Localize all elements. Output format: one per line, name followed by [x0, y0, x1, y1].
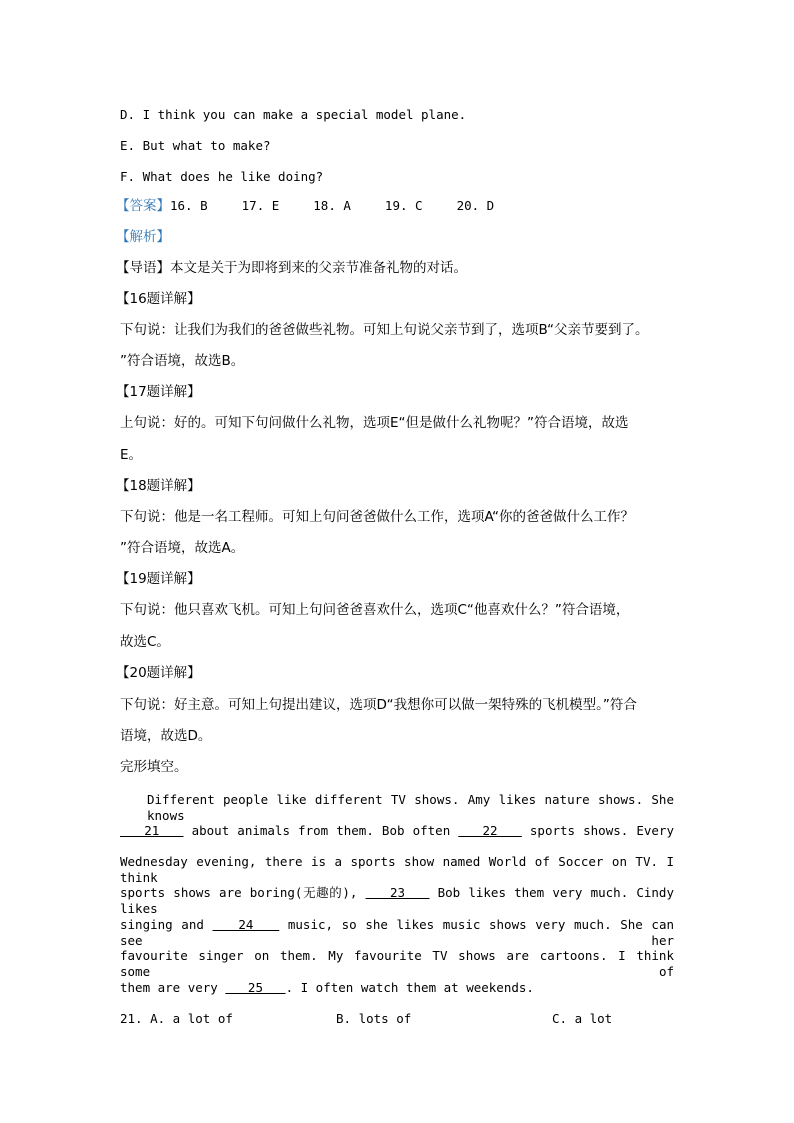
intro-text: 本文是关于为即将到来的父亲节准备礼物的对话。 [170, 260, 467, 276]
question-number: 21. [120, 1011, 143, 1026]
answer-item: 17. E [241, 198, 280, 213]
detail-heading: 【17题详解】 [116, 384, 201, 400]
passage-line: Wednesday evening, there is a sports show named World of Soccer on TV. I think [120, 854, 674, 885]
blank-25: 25 [225, 980, 286, 995]
detail-text: 故选C。 [120, 634, 170, 650]
passage-text: about animals from them. Bob often [183, 823, 459, 838]
detail-heading: 【19题详解】 [116, 571, 201, 587]
passage-text: them are very [120, 980, 226, 995]
detail-text: ”符合语境，故选A。 [120, 540, 245, 556]
blank-21: 21 [120, 823, 184, 838]
passage-text: singing and [120, 917, 213, 932]
detail-text: 上句说：好的。可知下句问做什么礼物，选项E“但是做什么礼物呢？”符合语境，故选 [120, 415, 629, 431]
passage-line [120, 917, 674, 949]
detail-heading: 【16题详解】 [116, 291, 201, 307]
option-e: E. But what to make? [120, 138, 271, 153]
analysis-label: 【解析】 [116, 229, 170, 245]
question-21 [120, 1011, 674, 1027]
choice-a: A. a lot of [150, 1011, 233, 1026]
passage-text: sports shows. Every [521, 823, 674, 838]
passage-text: music, so she likes music shows very much. She can see her [120, 917, 674, 948]
answer-item: 18. A [313, 198, 351, 213]
passage-line [120, 885, 674, 917]
answer-line [116, 198, 670, 214]
intro [116, 260, 670, 276]
blank-22: 22 [458, 823, 522, 838]
intro-label: 【导语】 [116, 260, 170, 276]
blank-23: 23 [365, 885, 430, 900]
passage-line [120, 980, 674, 996]
answer-label: 【答案】 [116, 198, 170, 214]
detail-text: 下句说：他只喜欢飞机。可知上句问爸爸喜欢什么，选项C“他喜欢什么？”符合语境， [120, 602, 630, 618]
passage-line [120, 823, 674, 839]
detail-text: ”符合语境，故选B。 [120, 353, 245, 369]
passage-line: Different people like different TV shows. Amy likes nature shows. She knows [147, 792, 674, 823]
passage-line: favourite singer on them. My favourite TV shows are cartoons. I think some of [120, 948, 674, 979]
option-d: D. I think you can make a special model plane. [120, 107, 467, 122]
option-f: F. What does he like doing? [120, 169, 324, 184]
answer-item: 19. C [384, 198, 423, 213]
passage-text: . I often watch them at weekends. [285, 980, 534, 995]
passage-text: Bob likes them very much. Cindy likes [120, 885, 674, 916]
choice-c: C. a lot [552, 1011, 613, 1026]
detail-heading: 【18题详解】 [116, 478, 201, 494]
detail-text: 下句说：让我们为我们的爸爸做些礼物。可知上句说父亲节到了，选项B“父亲节要到了。 [120, 322, 649, 338]
detail-text: 语境，故选D。 [120, 728, 212, 744]
detail-heading: 【20题详解】 [116, 665, 201, 681]
blank-24: 24 [212, 917, 280, 932]
answer-item: 16. B [170, 198, 208, 213]
passage-text: sports shows are boring(无趣的), [120, 885, 366, 900]
choice-b: B. lots of [336, 1011, 412, 1026]
detail-text: E。 [120, 447, 143, 463]
answer-item: 20. D [456, 198, 495, 213]
detail-text: 下句说：好主意。可知上句提出建议，选项D“我想你可以做一架特殊的飞机模型。”符合 [120, 697, 637, 713]
detail-text: 下句说：他是一名工程师。可知上句问爸爸做什么工作，选项A“你的爸爸做什么工作？ [120, 509, 634, 525]
section-title: 完形填空。 [120, 759, 188, 775]
